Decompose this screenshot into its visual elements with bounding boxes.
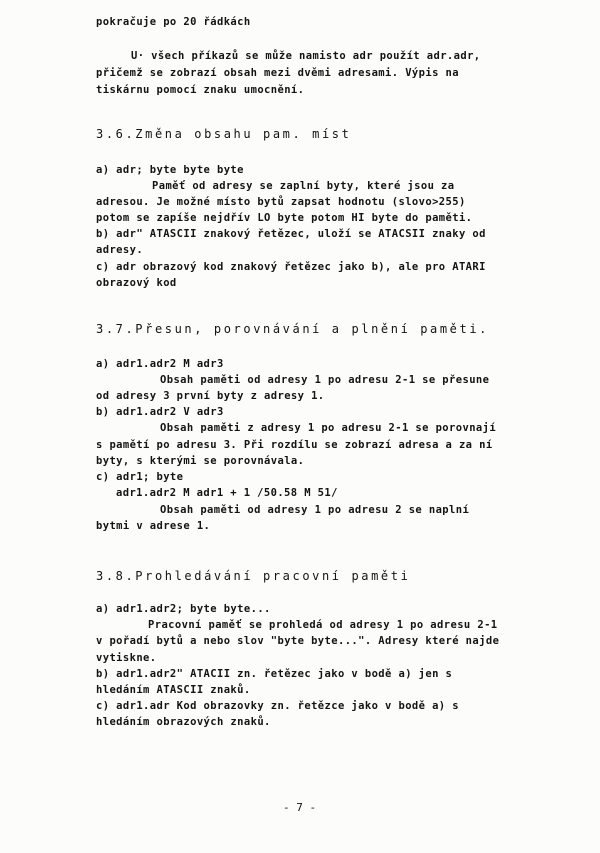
body-line: Pracovní paměť se prohledá od adresy 1 po adresu 2-1 (148, 619, 498, 631)
section-heading-3-7: 3.7.Přesun, porovnávání a plnění paměti. (96, 322, 489, 336)
body-line: b) adr1.adr2" ATACII zn. řetězec jako v bodě a) jen s (96, 668, 453, 680)
body-line: b) adr" ATASCII znakový řetězec, uloží se ATACSII znaky od (96, 228, 486, 240)
body-line: b) adr1.adr2 V adr3 (96, 406, 224, 418)
body-line: a) adr; byte byte byte (96, 164, 244, 176)
intro-line: U· všech příkazů se může namisto adr použít adr.adr, (131, 50, 481, 62)
body-line: a) adr1.adr2; byte byte... (96, 603, 271, 615)
body-line: hledáním ATASCII znaků. (96, 684, 251, 696)
body-line: byty, s kterými se porovnávala. (96, 455, 305, 467)
body-line: Obsah paměti z adresy 1 po adresu 2-1 se porovnají (160, 422, 497, 434)
body-line: c) adr1; byte (96, 471, 184, 483)
body-line: v pořadí bytů a nebo slov "byte byte...". Adresy které najde (96, 635, 500, 647)
body-line: bytmi v adrese 1. (96, 520, 211, 532)
page-number: - 7 - (283, 801, 317, 814)
body-line: Paměť od adresy se zaplní byty, které jsou za (152, 180, 455, 192)
intro-line: tiskárnu pomocí znaku umocnění. (96, 84, 305, 96)
body-line: hledáním obrazových znaků. (96, 716, 271, 728)
section-heading-3-8: 3.8.Prohledávání pracovní paměti (96, 569, 411, 583)
body-line: adresy. (96, 244, 144, 256)
body-line: Obsah paměti od adresy 1 po adresu 2 se naplní (160, 504, 470, 516)
body-line: adresou. Je možné místo bytů zapsat hodnotu (slovo>255) (96, 196, 466, 208)
intro-line: přičemž se zobrazí obsah mezi dvěmi adresami. Výpis na (96, 67, 459, 79)
body-line: a) adr1.adr2 M adr3 (96, 358, 224, 370)
section-heading-3-6: 3.6.Změna obsahu pam. míst (96, 127, 352, 141)
body-line: vytiskne. (96, 652, 157, 664)
body-line: c) adr obrazový kod znakový řetězec jako b), ale pro ATARI (96, 261, 486, 273)
body-line: obrazový kod (96, 277, 177, 289)
body-line: s pamětí po adresu 3. Při rozdílu se zobrazí adresa a za ní (96, 439, 493, 451)
body-line: potom se zapíše nejdřív LO byte potom HI byte do paměti. (96, 212, 473, 224)
body-line: adr1.adr2 M adr1 + 1 /50.58 M 51/ (116, 487, 338, 499)
body-line: Obsah paměti od adresy 1 po adresu 2-1 se přesune (160, 374, 490, 386)
body-line: od adresy 3 první byty z adresy 1. (96, 390, 325, 402)
body-line: c) adr1.adr Kod obrazovky zn. řetězce jako v bodě a) s (96, 700, 459, 712)
continuation-note: pokračuje po 20 řádkách (96, 16, 251, 28)
